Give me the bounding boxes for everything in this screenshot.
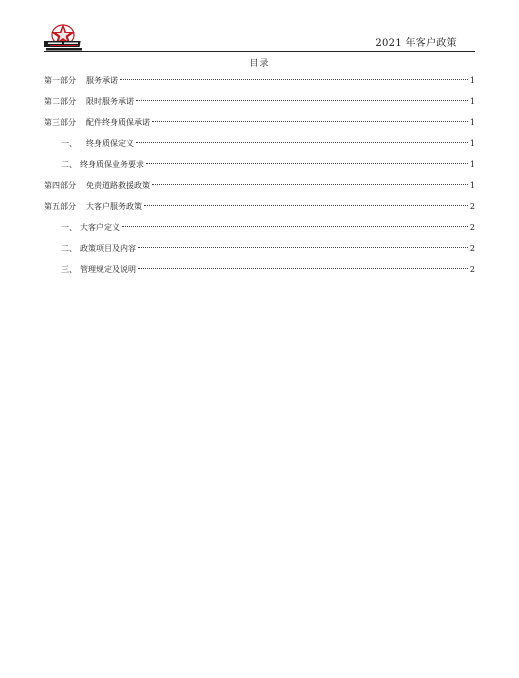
toc-entry-label <box>44 112 150 133</box>
toc-entry-page: 2 <box>469 244 475 253</box>
toc-entry-part: 二、 <box>61 160 77 169</box>
toc-entry-part-4[interactable] <box>44 175 475 196</box>
toc-entry-part-5-section-2[interactable] <box>44 238 475 259</box>
toc-entry-part-2[interactable] <box>44 91 475 112</box>
toc-leader-dots <box>146 163 468 164</box>
toc-entry-part-5-section-1[interactable] <box>44 217 475 238</box>
toc-entry-label <box>61 154 144 175</box>
toc-leader-dots <box>144 205 468 206</box>
toc-entry-text: 配件终身质保承诺 <box>86 118 150 127</box>
header-divider <box>44 51 475 52</box>
toc-entry-page: 2 <box>469 223 475 232</box>
document-header-title: 2021 年客户政策 <box>375 38 457 49</box>
toc-entry-part: 一、 <box>61 139 77 148</box>
toc-entry-part: 第四部分 <box>44 181 76 190</box>
toc-leader-dots <box>138 268 468 269</box>
toc-entry-part-5[interactable] <box>44 196 475 217</box>
toc-entry-page: 1 <box>469 76 475 85</box>
table-of-contents <box>44 70 475 280</box>
star-logo-icon <box>44 22 84 52</box>
toc-entry-part: 第三部分 <box>44 118 76 127</box>
toc-entry-page: 2 <box>469 202 475 211</box>
toc-entry-text: 免责道路救援政策 <box>86 181 150 190</box>
toc-entry-part: 第二部分 <box>44 97 76 106</box>
toc-entry-part-3-section-1[interactable] <box>44 133 475 154</box>
toc-entry-label <box>61 217 120 238</box>
toc-entry-page: 1 <box>469 118 475 127</box>
toc-entry-text: 限时服务承诺 <box>86 97 134 106</box>
toc-entry-label <box>44 91 134 112</box>
toc-entry-text: 政策项目及内容 <box>80 244 136 253</box>
toc-leader-dots <box>136 100 468 101</box>
toc-entry-part-3-section-2[interactable] <box>44 154 475 175</box>
toc-entry-part: 第五部分 <box>44 202 76 211</box>
toc-entry-text: 终身质保业务要求 <box>80 160 144 169</box>
toc-leader-dots <box>136 142 468 143</box>
toc-leader-dots <box>120 79 468 80</box>
toc-entry-part-5-section-3[interactable] <box>44 259 475 280</box>
toc-entry-part: 第一部分 <box>44 76 76 85</box>
toc-entry-page: 1 <box>469 97 475 106</box>
toc-entry-page: 1 <box>469 139 475 148</box>
toc-entry-part-1[interactable] <box>44 70 475 91</box>
toc-title: 目录 <box>249 59 270 69</box>
toc-entry-part: 一、 <box>61 223 77 232</box>
toc-entry-page: 1 <box>469 160 475 169</box>
toc-entry-label <box>61 133 134 154</box>
toc-entry-page: 2 <box>469 265 475 274</box>
toc-entry-text: 大客户服务政策 <box>86 202 142 211</box>
toc-entry-part: 三、 <box>61 265 77 274</box>
toc-entry-label <box>61 238 136 259</box>
toc-entry-label <box>44 175 150 196</box>
toc-leader-dots <box>122 226 468 227</box>
toc-entry-label <box>44 196 142 217</box>
toc-leader-dots <box>152 121 468 122</box>
toc-entry-text: 管理规定及说明 <box>80 265 136 274</box>
toc-entry-label <box>44 70 118 91</box>
toc-entry-page: 1 <box>469 181 475 190</box>
toc-entry-part: 二、 <box>61 244 77 253</box>
toc-leader-dots <box>152 184 468 185</box>
toc-entry-text: 终身质保定义 <box>86 139 134 148</box>
toc-entry-part-3[interactable] <box>44 112 475 133</box>
toc-entry-label <box>61 259 136 280</box>
toc-entry-text: 大客户定义 <box>80 223 120 232</box>
toc-leader-dots <box>138 247 468 248</box>
toc-entry-text: 服务承诺 <box>86 76 118 85</box>
